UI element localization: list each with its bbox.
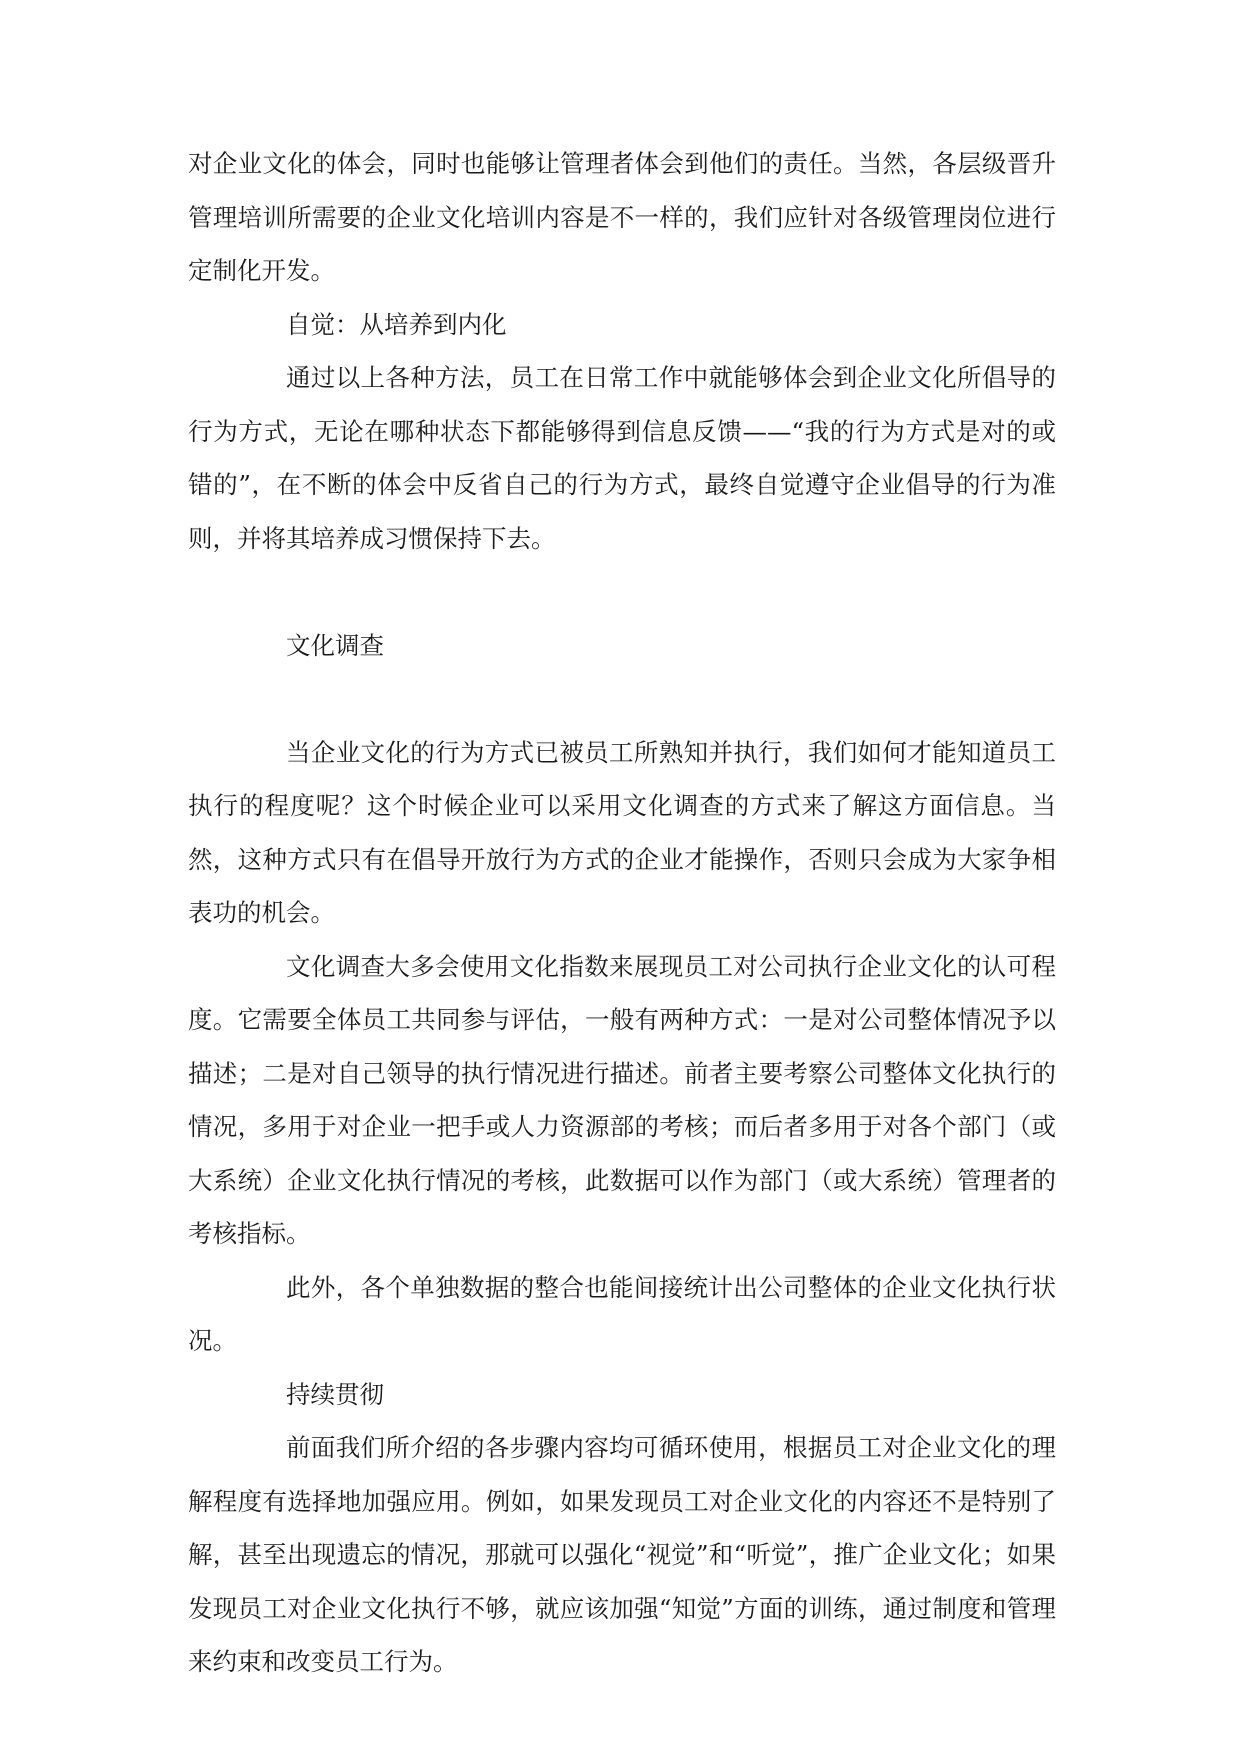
blank-line: [188, 565, 1056, 619]
paragraph-culture-survey-intro: 当企业文化的行为方式已被员工所熟知并执行，我们如何才能知道员工执行的程度呢？这个时候企业可以采用文化调查的方式来了解这方面信息。当然，这种方式只有在倡导开放行为方式的企业才能操作，否则只会成为大家争相表功的机会。: [188, 737, 1056, 927]
section-heading-continuous: 持续贯彻: [286, 1379, 384, 1409]
document-body: [188, 137, 1056, 1689]
paragraph-continuous: 前面我们所介绍的各步骤内容均可循环使用，根据员工对企业文化的理解程度有选择地加强应用。例如，如果发现员工对企业文化的内容还不是特别了解，甚至出现遗忘的情况，那就可以强化“视觉”和“听觉”，推广企业文化；如果发现员工对企业文化执行不够，就应该加强“知觉”方面的训练，通过制度和管理来约束和改变员工行为。: [188, 1433, 1056, 1676]
paragraph-self-awareness: 通过以上各种方法，员工在日常工作中就能够体会到企业文化所倡导的行为方式，无论在哪种状态下都能够得到信息反馈——“我的行为方式是对的或错的”，在不断的体会中反省自己的行为方式，最终自觉遵守企业倡导的行为准则，并将其培养成习惯保持下去。: [188, 363, 1056, 553]
section-heading-culture-survey: 文化调查: [286, 630, 384, 660]
paragraph-culture-index: 文化调查大多会使用文化指数来展现员工对公司执行企业文化的认可程度。它需要全体员工共同参与评估，一般有两种方式：一是对公司整体情况予以描述；二是对自己领导的执行情况进行描述。前者主要考察公司整体文化执行的情况，多用于对企业一把手或人力资源部的考核；而后者多用于对各个部门（或大系统）企业文化执行情况的考核，此数据可以作为部门（或大系统）管理者的考核指标。: [188, 951, 1056, 1248]
paragraph-management-training: 对企业文化的体会，同时也能够让管理者体会到他们的责任。当然，各层级晋升管理培训所需要的企业文化培训内容是不一样的，我们应针对各级管理岗位进行定制化开发。: [188, 149, 1056, 285]
blank-line: [188, 672, 1056, 726]
paragraph-data-integration: 此外，各个单独数据的整合也能间接统计出公司整体的企业文化执行状况。: [188, 1272, 1056, 1355]
section-heading-self-awareness: 自觉：从培养到内化: [286, 309, 507, 339]
